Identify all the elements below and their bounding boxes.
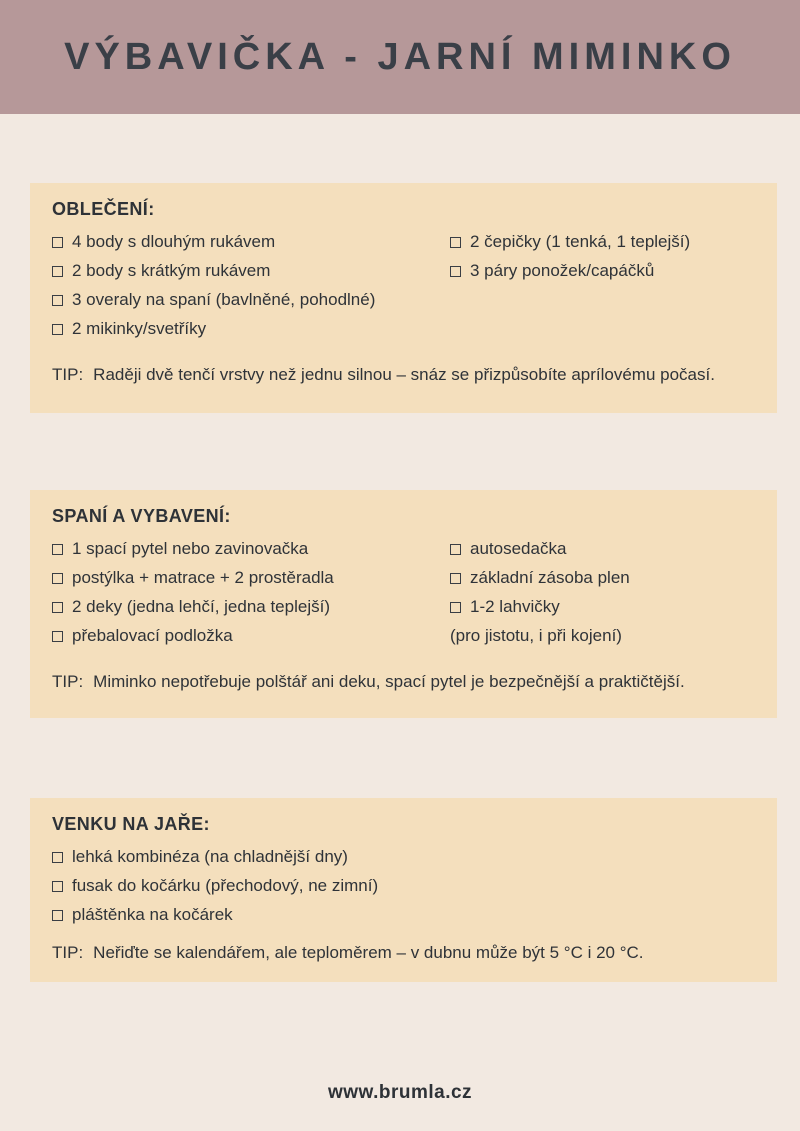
section-heading: VENKU NA JAŘE: (52, 814, 210, 834)
section-heading: SPANÍ A VYBAVENÍ: (52, 506, 231, 526)
checklist-left-column (52, 227, 450, 343)
checkbox-icon[interactable] (52, 881, 63, 892)
checklist-item-label: základní zásoba plen (470, 567, 630, 587)
checklist-item (52, 871, 753, 900)
tip-label: TIP: (52, 672, 84, 691)
checkbox-icon[interactable] (450, 266, 461, 277)
checkbox-icon[interactable] (52, 631, 63, 642)
checkbox-icon[interactable] (52, 852, 63, 863)
checklist-item-label: postýlka + matrace + 2 prostěradla (72, 567, 334, 587)
checkbox-icon[interactable] (450, 573, 461, 584)
checklist-item-label: fusak do kočárku (přechodový, ne zimní) (72, 875, 379, 895)
checklist-item (52, 842, 753, 871)
header-band (0, 0, 800, 114)
checklist-item-label: pláštěnka na kočárek (72, 904, 233, 924)
tip-label: TIP: (52, 365, 84, 384)
tip-text: Raději dvě tenčí vrstvy než jednu silnou – snáz se přizpůsobíte aprílovému počasí. (93, 365, 715, 384)
checklist-note (450, 621, 753, 650)
checklist-note-label: (pro jistotu, i při kojení) (450, 625, 622, 645)
checkbox-icon[interactable] (52, 237, 63, 248)
tip-label: TIP: (52, 943, 84, 962)
checklist-item-label: 3 páry ponožek/capáčků (470, 260, 655, 280)
checklist-item (450, 563, 753, 592)
checkbox-icon[interactable] (52, 324, 63, 335)
checkbox-icon[interactable] (52, 295, 63, 306)
checklist-left-column (52, 842, 753, 929)
checklist-item (450, 256, 753, 285)
section-venku-na-jare (30, 798, 777, 982)
tip-line (52, 943, 753, 963)
checkbox-icon[interactable] (52, 573, 63, 584)
checkbox-icon[interactable] (52, 266, 63, 277)
checklist-item-label: 1 spací pytel nebo zavinovačka (72, 538, 309, 558)
checkbox-icon[interactable] (52, 910, 63, 921)
page-title: VÝBAVIČKA - JARNÍ MIMINKO (64, 35, 736, 78)
checklist-item (52, 227, 450, 256)
checklist-item-label: 4 body s dlouhým rukávem (72, 231, 276, 251)
checklist-right-column (450, 534, 753, 650)
checklist-right-column (450, 227, 753, 343)
checkbox-icon[interactable] (450, 544, 461, 555)
checkbox-icon[interactable] (450, 237, 461, 248)
checklist-item (450, 534, 753, 563)
checklist-item (450, 227, 753, 256)
checklist-item-label: 2 čepičky (1 tenká, 1 teplejší) (470, 231, 691, 251)
checklist-item-label: 2 deky (jedna lehčí, jedna teplejší) (72, 596, 330, 616)
checklist-item-label: 2 mikinky/svetříky (72, 318, 207, 338)
checklist-item (52, 621, 450, 650)
checklist-item-label: lehká kombinéza (na chladnější dny) (72, 846, 348, 866)
checklist-item (52, 285, 450, 314)
checklist-item (52, 563, 450, 592)
checkbox-icon[interactable] (450, 602, 461, 613)
tip-line (52, 672, 753, 692)
checkbox-icon[interactable] (52, 602, 63, 613)
checklist-item-label: 1-2 lahvičky (470, 596, 560, 616)
checklist-columns (52, 842, 753, 929)
checklist-columns (52, 227, 753, 343)
tip-line (52, 365, 753, 385)
checklist-item (52, 256, 450, 285)
checklist-columns (52, 534, 753, 650)
checklist-item-label: 3 overaly na spaní (bavlněné, pohodlné) (72, 289, 376, 309)
checklist-item (52, 534, 450, 563)
checklist-item-label: autosedačka (470, 538, 567, 558)
section-spani-a-vybaveni (30, 490, 777, 718)
website-link[interactable]: www.brumla.cz (327, 1082, 473, 1103)
checklist-item-label: přebalovací podložka (72, 625, 233, 645)
checklist-item (52, 592, 450, 621)
checklist-left-column (52, 534, 450, 650)
tip-text: Neřiďte se kalendářem, ale teploměrem – v dubnu může být 5 °C i 20 °C. (93, 943, 644, 962)
checkbox-icon[interactable] (52, 544, 63, 555)
footer (0, 1082, 800, 1104)
section-heading: OBLEČENÍ: (52, 199, 155, 219)
section-obleceni (30, 183, 777, 413)
checklist-item-label: 2 body s krátkým rukávem (72, 260, 271, 280)
checklist-item (52, 900, 753, 929)
checklist-item (52, 314, 450, 343)
tip-text: Miminko nepotřebuje polštář ani deku, spací pytel je bezpečnější a praktičtější. (93, 672, 685, 691)
checklist-item (450, 592, 753, 621)
